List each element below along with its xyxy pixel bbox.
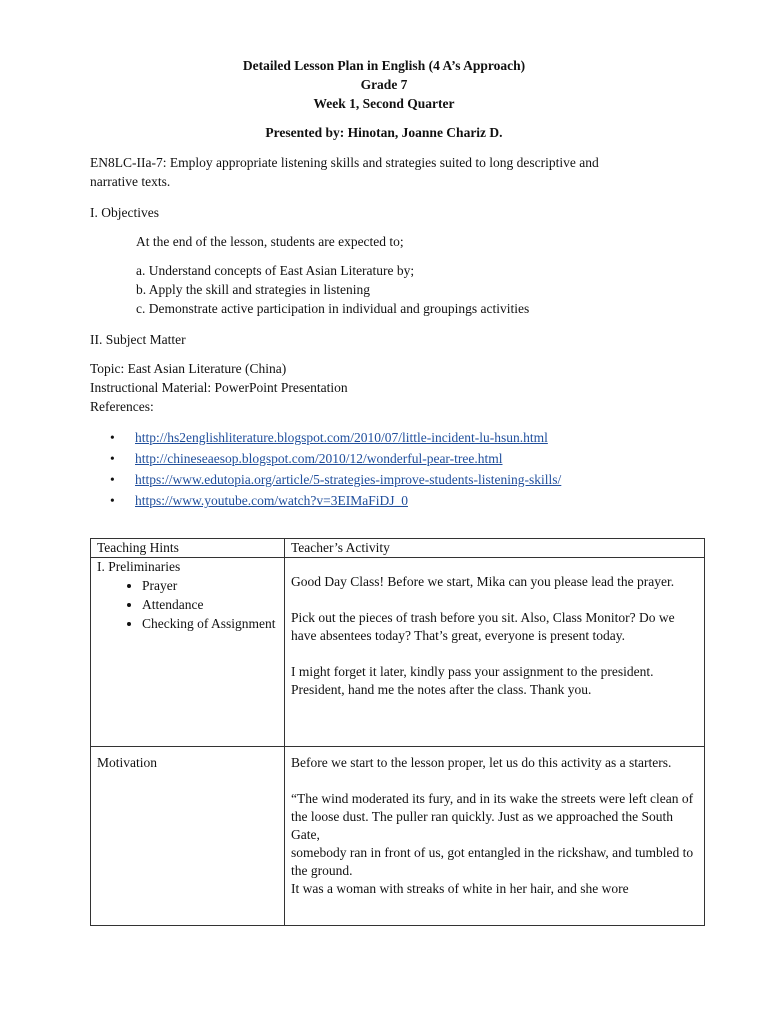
reference-item <box>135 449 503 468</box>
preliminaries-list <box>97 576 278 633</box>
references-label: References: <box>90 399 154 414</box>
reference-link[interactable]: https://www.youtube.com/watch?v=3EIMaFiDJ_0 <box>135 493 408 508</box>
objective-item: b. Apply the skill and strategies in listening <box>136 282 370 297</box>
quote-line: “The wind moderated its fury, and in its wake the streets were left clean of <box>291 791 694 806</box>
competency-line-2: narrative texts. <box>90 174 171 189</box>
column-header: Teacher’s Activity <box>285 539 705 558</box>
subject-matter-heading: II. Subject Matter <box>90 332 186 347</box>
hint-cell <box>91 558 285 747</box>
table-row <box>91 747 705 926</box>
doc-presenter: Presented by: Hinotan, Joanne Chariz D. <box>265 125 503 140</box>
objective-item: c. Demonstrate active participation in individual and groupings activities <box>136 301 530 316</box>
reference-link[interactable]: http://chineseaesop.blogspot.com/2010/12/wonderful-pear-tree.html <box>135 451 503 466</box>
objectives-intro: At the end of the lesson, students are expected to; <box>136 234 404 249</box>
list-item: • Checking of Assignment <box>142 614 278 633</box>
reference-item <box>135 491 408 510</box>
objective-item: a. Understand concepts of East Asian Literature by; <box>136 263 415 278</box>
reference-link[interactable]: http://hs2englishliterature.blogspot.com/2010/07/little-incident-lu-hsun.html <box>135 430 548 445</box>
hint-heading: I. Preliminaries <box>97 559 181 574</box>
quote-line: somebody ran in front of us, got entangled in the rickshaw, and tumbled to the ground. <box>291 845 694 878</box>
reference-item <box>135 428 548 447</box>
activity-paragraph: Pick out the pieces of trash before you sit. Also, Class Monitor? Do we have absentees today? That’s great, everyone is present today. <box>291 610 675 643</box>
table-header-row <box>91 539 705 558</box>
hint-heading: Motivation <box>97 755 157 770</box>
quote-line: It was a woman with streaks of white in her hair, and she wore <box>291 881 629 896</box>
reference-link[interactable]: https://www.edutopia.org/article/5-strategies-improve-students-listening-skills/ <box>135 472 562 487</box>
doc-grade: Grade 7 <box>360 77 408 92</box>
list-item: • Prayer <box>142 576 278 595</box>
activity-cell <box>285 747 705 926</box>
doc-week: Week 1, Second Quarter <box>313 96 455 111</box>
activity-paragraph: I might forget it later, kindly pass your assignment to the president. President, hand me the notes after the class. Thank you. <box>291 664 654 697</box>
activity-cell <box>285 558 705 747</box>
objectives-heading: I. Objectives <box>90 205 159 220</box>
activity-paragraph: Before we start to the lesson proper, let us do this activity as a starters. <box>291 755 672 770</box>
table-row <box>91 558 705 747</box>
list-item: • Attendance <box>142 595 278 614</box>
lesson-table <box>90 538 705 926</box>
doc-title: Detailed Lesson Plan in English (4 A’s Approach) <box>242 58 526 73</box>
activity-paragraph: Good Day Class! Before we start, Mika can you please lead the prayer. <box>291 574 675 589</box>
reference-item <box>135 470 561 489</box>
column-header: Teaching Hints <box>91 539 285 558</box>
material-line: Instructional Material: PowerPoint Presentation <box>90 380 348 395</box>
topic-line: Topic: East Asian Literature (China) <box>90 361 287 376</box>
quote-line: the loose dust. The puller ran quickly. Just as we approached the South Gate, <box>291 809 674 842</box>
competency-line-1: EN8LC-IIa-7: Employ appropriate listening skills and strategies suited to long descriptive and <box>90 155 599 170</box>
hint-cell <box>91 747 285 926</box>
